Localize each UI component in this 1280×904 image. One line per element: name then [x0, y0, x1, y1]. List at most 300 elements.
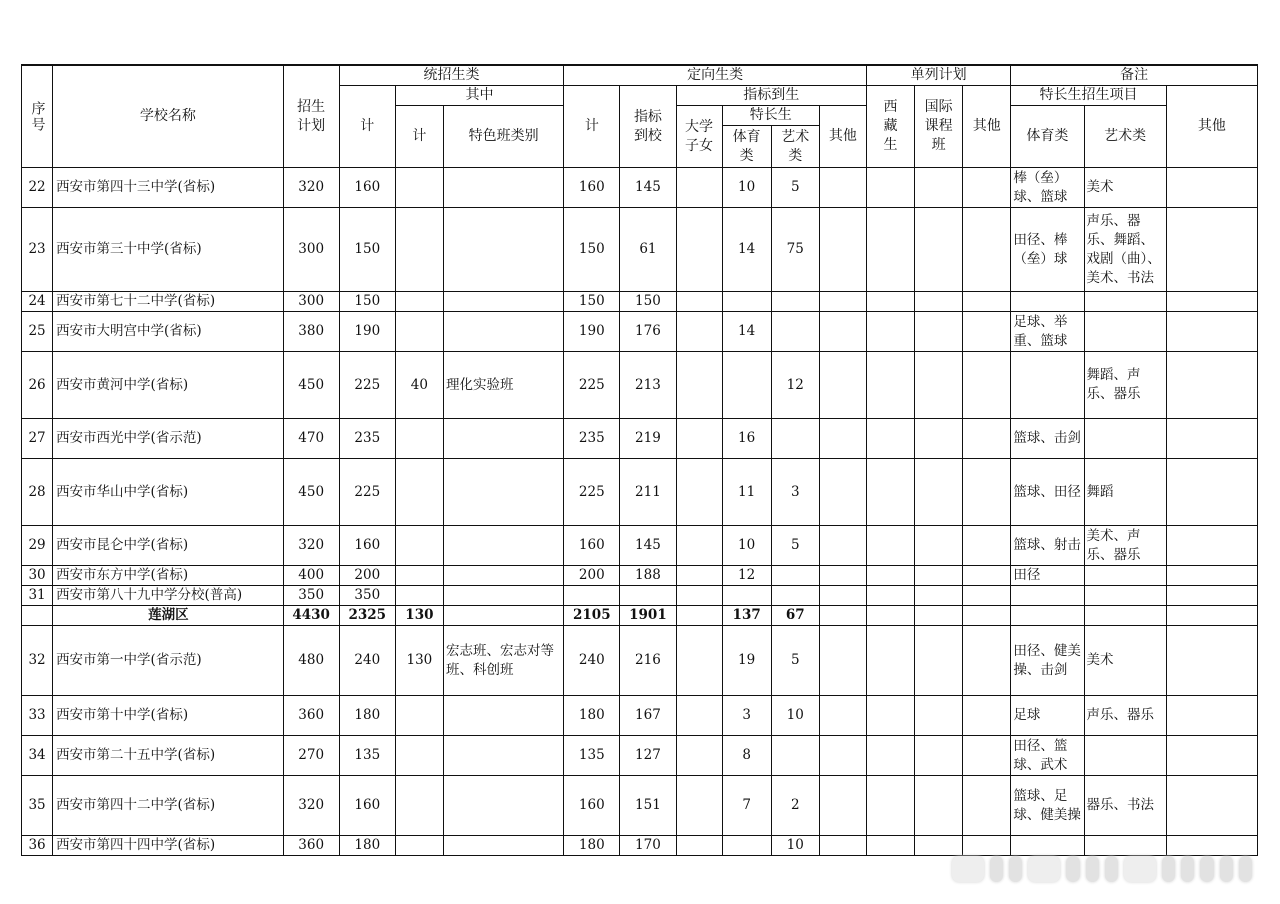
talent-arts: 67 — [771, 606, 819, 626]
row-seq: 22 — [22, 168, 53, 208]
talent-sports: 11 — [722, 459, 771, 526]
special-class-type — [443, 836, 563, 856]
header-plan: 招生计划 — [283, 65, 339, 168]
header-separate: 单列计划 — [866, 65, 1010, 86]
talent-sports: 8 — [722, 736, 771, 776]
directed-total: 2105 — [564, 606, 620, 626]
header-talent-items: 特长生招生项目 — [1011, 86, 1166, 106]
school-name: 西安市第二十五中学(省标) — [53, 736, 284, 776]
university-children — [676, 776, 722, 836]
row-seq: 34 — [22, 736, 53, 776]
table-row — [22, 292, 1258, 312]
intl-course-class — [915, 459, 963, 526]
remark-other — [1166, 776, 1257, 836]
unified-total: 160 — [339, 776, 395, 836]
quota-to-school: 213 — [620, 352, 676, 419]
table-row — [22, 776, 1258, 836]
remark-other — [1166, 168, 1257, 208]
talent-sports: 7 — [722, 776, 771, 836]
directed-other — [819, 526, 866, 566]
table-row — [22, 352, 1258, 419]
remark-arts-items: 器乐、书法 — [1084, 776, 1166, 836]
table-row — [22, 586, 1258, 606]
intl-course-class — [915, 586, 963, 606]
remark-arts-items: 美术 — [1084, 626, 1166, 696]
special-class-type — [443, 168, 563, 208]
row-seq: 24 — [22, 292, 53, 312]
talent-sports: 3 — [722, 696, 771, 736]
unified-sub-total — [395, 586, 443, 606]
remark-sports-items: 棒（垒）球、篮球 — [1011, 168, 1084, 208]
school-name: 西安市第一中学(省示范) — [53, 626, 284, 696]
separate-other — [963, 776, 1011, 836]
university-children — [676, 352, 722, 419]
remark-arts-items: 声乐、器乐、舞蹈、戏剧（曲）、美术、书法 — [1084, 208, 1166, 292]
unified-total: 200 — [339, 566, 395, 586]
unified-sub-total: 130 — [395, 606, 443, 626]
unified-sub-total — [395, 566, 443, 586]
table-row — [22, 419, 1258, 459]
school-name: 西安市第十中学(省标) — [53, 696, 284, 736]
intl-course-class — [915, 836, 963, 856]
watermark-bars — [952, 854, 1252, 884]
talent-sports: 14 — [722, 208, 771, 292]
directed-other — [819, 836, 866, 856]
unified-sub-total — [395, 526, 443, 566]
remark-arts-items: 美术、声乐、器乐 — [1084, 526, 1166, 566]
intl-course-class — [915, 696, 963, 736]
unified-total: 180 — [339, 836, 395, 856]
talent-arts: 2 — [771, 776, 819, 836]
special-class-type — [443, 606, 563, 626]
table-row — [22, 208, 1258, 292]
intl-course-class — [915, 292, 963, 312]
remark-sports-items: 篮球、田径 — [1011, 459, 1084, 526]
school-name: 西安市大明宫中学(省标) — [53, 312, 284, 352]
plan-count: 350 — [283, 586, 339, 606]
plan-count: 380 — [283, 312, 339, 352]
table-row — [22, 566, 1258, 586]
school-name: 西安市第三十中学(省标) — [53, 208, 284, 292]
separate-other — [963, 352, 1011, 419]
separate-other — [963, 736, 1011, 776]
plan-count: 480 — [283, 626, 339, 696]
university-children — [676, 168, 722, 208]
separate-other — [963, 419, 1011, 459]
unified-sub-total: 130 — [395, 626, 443, 696]
row-seq: 30 — [22, 566, 53, 586]
tibet-students — [866, 626, 914, 696]
directed-total: 235 — [564, 419, 620, 459]
quota-to-school: 211 — [620, 459, 676, 526]
tibet-students — [866, 696, 914, 736]
school-name: 西安市第四十二中学(省标) — [53, 776, 284, 836]
school-name: 西安市东方中学(省标) — [53, 566, 284, 586]
special-class-type — [443, 696, 563, 736]
talent-arts — [771, 292, 819, 312]
quota-to-school: 167 — [620, 696, 676, 736]
table-row — [22, 168, 1258, 208]
plan-count: 470 — [283, 419, 339, 459]
remark-arts-items: 声乐、器乐 — [1084, 696, 1166, 736]
plan-count: 4430 — [283, 606, 339, 626]
table-row — [22, 696, 1258, 736]
remark-arts-items: 舞蹈、声乐、器乐 — [1084, 352, 1166, 419]
table-row — [22, 736, 1258, 776]
talent-arts — [771, 312, 819, 352]
header-rem-sports: 体育类 — [1011, 106, 1084, 168]
unified-total: 225 — [339, 459, 395, 526]
tibet-students — [866, 459, 914, 526]
talent-arts: 3 — [771, 459, 819, 526]
unified-total: 225 — [339, 352, 395, 419]
talent-sports: 14 — [722, 312, 771, 352]
directed-other — [819, 566, 866, 586]
talent-arts: 5 — [771, 526, 819, 566]
quota-to-school: 170 — [620, 836, 676, 856]
remark-sports-items: 篮球、足球、健美操 — [1011, 776, 1084, 836]
unified-total: 150 — [339, 208, 395, 292]
directed-total: 160 — [564, 776, 620, 836]
talent-sports — [722, 292, 771, 312]
plan-count: 400 — [283, 566, 339, 586]
header-indicator: 指标到生 — [676, 86, 866, 106]
talent-sports: 137 — [722, 606, 771, 626]
quota-to-school — [620, 586, 676, 606]
header-directed-total: 计 — [564, 86, 620, 168]
intl-course-class — [915, 208, 963, 292]
header-arts: 艺术类 — [771, 126, 819, 168]
row-seq: 33 — [22, 696, 53, 736]
header-sports: 体育类 — [722, 126, 771, 168]
tibet-students — [866, 419, 914, 459]
header-talent: 特长生 — [722, 106, 819, 126]
header-rem-arts: 艺术类 — [1084, 106, 1166, 168]
intl-course-class — [915, 352, 963, 419]
talent-sports — [722, 352, 771, 419]
school-name: 西安市第七十二中学(省标) — [53, 292, 284, 312]
school-name: 西安市华山中学(省标) — [53, 459, 284, 526]
unified-sub-total — [395, 736, 443, 776]
remark-arts-items: 美术 — [1084, 168, 1166, 208]
plan-count: 300 — [283, 208, 339, 292]
directed-other — [819, 459, 866, 526]
unified-total: 150 — [339, 292, 395, 312]
plan-count: 270 — [283, 736, 339, 776]
unified-total: 135 — [339, 736, 395, 776]
university-children — [676, 312, 722, 352]
remark-sports-items — [1011, 606, 1084, 626]
directed-total: 180 — [564, 836, 620, 856]
school-name: 莲湖区 — [53, 606, 284, 626]
unified-total: 350 — [339, 586, 395, 606]
university-children — [676, 419, 722, 459]
intl-course-class — [915, 566, 963, 586]
remark-sports-items: 田径 — [1011, 566, 1084, 586]
header-school: 学校名称 — [53, 65, 284, 168]
school-name: 西安市黄河中学(省标) — [53, 352, 284, 419]
talent-arts: 5 — [771, 626, 819, 696]
plan-count: 450 — [283, 459, 339, 526]
remark-sports-items: 篮球、射击 — [1011, 526, 1084, 566]
remark-other — [1166, 292, 1257, 312]
directed-total: 150 — [564, 208, 620, 292]
header-unified: 统招生类 — [339, 65, 564, 86]
unified-total: 160 — [339, 526, 395, 566]
remark-sports-items: 足球、举重、篮球 — [1011, 312, 1084, 352]
school-name: 西安市第四十四中学(省标) — [53, 836, 284, 856]
directed-other — [819, 352, 866, 419]
unified-total: 240 — [339, 626, 395, 696]
unified-total: 190 — [339, 312, 395, 352]
remark-other — [1166, 419, 1257, 459]
unified-total: 180 — [339, 696, 395, 736]
remark-sports-items: 田径、棒（垒）球 — [1011, 208, 1084, 292]
directed-other — [819, 736, 866, 776]
header-quota: 指标到校 — [620, 86, 676, 168]
table-header — [22, 65, 1258, 168]
school-name: 西安市昆仑中学(省标) — [53, 526, 284, 566]
district-subtotal-row — [22, 606, 1258, 626]
remark-other — [1166, 626, 1257, 696]
intl-course-class — [915, 168, 963, 208]
quota-to-school: 188 — [620, 566, 676, 586]
remark-arts-items — [1084, 292, 1166, 312]
header-special-class: 特色班类别 — [443, 106, 563, 168]
plan-count: 360 — [283, 696, 339, 736]
tibet-students — [866, 312, 914, 352]
separate-other — [963, 292, 1011, 312]
directed-total — [564, 586, 620, 606]
special-class-type — [443, 526, 563, 566]
remark-arts-items — [1084, 566, 1166, 586]
tibet-students — [866, 292, 914, 312]
header-dir-other: 其他 — [819, 106, 866, 168]
remark-arts-items: 舞蹈 — [1084, 459, 1166, 526]
talent-arts: 5 — [771, 168, 819, 208]
talent-arts: 10 — [771, 836, 819, 856]
school-name: 西安市第八十九中学分校(普高) — [53, 586, 284, 606]
separate-other — [963, 586, 1011, 606]
directed-total: 200 — [564, 566, 620, 586]
intl-course-class — [915, 776, 963, 836]
separate-other — [963, 208, 1011, 292]
directed-other — [819, 696, 866, 736]
remark-other — [1166, 312, 1257, 352]
talent-arts — [771, 419, 819, 459]
table-row — [22, 526, 1258, 566]
intl-course-class — [915, 526, 963, 566]
table-row — [22, 459, 1258, 526]
quota-to-school: 219 — [620, 419, 676, 459]
separate-other — [963, 626, 1011, 696]
directed-total: 135 — [564, 736, 620, 776]
separate-other — [963, 526, 1011, 566]
special-class-type — [443, 736, 563, 776]
remark-arts-items — [1084, 419, 1166, 459]
quota-to-school: 127 — [620, 736, 676, 776]
header-remarks: 备注 — [1011, 65, 1258, 86]
university-children — [676, 459, 722, 526]
special-class-type: 理化实验班 — [443, 352, 563, 419]
unified-sub-total — [395, 459, 443, 526]
university-children — [676, 626, 722, 696]
remark-other — [1166, 208, 1257, 292]
university-children — [676, 292, 722, 312]
special-class-type — [443, 208, 563, 292]
quota-to-school: 145 — [620, 526, 676, 566]
quota-to-school: 1901 — [620, 606, 676, 626]
tibet-students — [866, 566, 914, 586]
remark-other — [1166, 352, 1257, 419]
special-class-type: 宏志班、宏志对等班、科创班 — [443, 626, 563, 696]
separate-other — [963, 836, 1011, 856]
enrollment-plan-sheet — [21, 64, 1258, 856]
unified-total: 235 — [339, 419, 395, 459]
row-seq: 31 — [22, 586, 53, 606]
header-among: 其中 — [395, 86, 563, 106]
directed-other — [819, 168, 866, 208]
separate-other — [963, 606, 1011, 626]
plan-count: 300 — [283, 292, 339, 312]
quota-to-school: 151 — [620, 776, 676, 836]
tibet-students — [866, 736, 914, 776]
directed-total: 225 — [564, 459, 620, 526]
school-name: 西安市第四十三中学(省标) — [53, 168, 284, 208]
plan-count: 320 — [283, 526, 339, 566]
remark-sports-items: 田径、篮球、武术 — [1011, 736, 1084, 776]
unified-total: 160 — [339, 168, 395, 208]
directed-other — [819, 776, 866, 836]
university-children — [676, 586, 722, 606]
talent-arts — [771, 736, 819, 776]
directed-other — [819, 208, 866, 292]
plan-count: 450 — [283, 352, 339, 419]
remark-sports-items — [1011, 836, 1084, 856]
header-sub-total: 计 — [395, 106, 443, 168]
talent-sports — [722, 836, 771, 856]
separate-other — [963, 459, 1011, 526]
directed-other — [819, 312, 866, 352]
tibet-students — [866, 526, 914, 566]
remark-other — [1166, 606, 1257, 626]
unified-sub-total — [395, 168, 443, 208]
directed-total: 240 — [564, 626, 620, 696]
talent-arts — [771, 566, 819, 586]
remark-other — [1166, 526, 1257, 566]
tibet-students — [866, 168, 914, 208]
unified-total: 2325 — [339, 606, 395, 626]
remark-sports-items: 田径、健美操、击剑 — [1011, 626, 1084, 696]
intl-course-class — [915, 626, 963, 696]
row-seq: 25 — [22, 312, 53, 352]
unified-sub-total — [395, 836, 443, 856]
university-children — [676, 736, 722, 776]
remark-arts-items — [1084, 836, 1166, 856]
row-seq: 36 — [22, 836, 53, 856]
remark-arts-items — [1084, 312, 1166, 352]
talent-sports: 10 — [722, 168, 771, 208]
directed-total: 190 — [564, 312, 620, 352]
talent-arts: 10 — [771, 696, 819, 736]
row-seq: 32 — [22, 626, 53, 696]
row-seq: 28 — [22, 459, 53, 526]
directed-total: 225 — [564, 352, 620, 419]
plan-count: 320 — [283, 168, 339, 208]
remark-other — [1166, 566, 1257, 586]
special-class-type — [443, 312, 563, 352]
talent-sports: 16 — [722, 419, 771, 459]
remark-other — [1166, 736, 1257, 776]
talent-arts — [771, 586, 819, 606]
intl-course-class — [915, 606, 963, 626]
remark-arts-items — [1084, 586, 1166, 606]
plan-count: 320 — [283, 776, 339, 836]
remark-sports-items — [1011, 352, 1084, 419]
separate-other — [963, 566, 1011, 586]
remark-sports-items — [1011, 586, 1084, 606]
separate-other — [963, 168, 1011, 208]
header-intl: 国际课程班 — [915, 86, 963, 168]
table-row — [22, 836, 1258, 856]
directed-other — [819, 292, 866, 312]
university-children — [676, 606, 722, 626]
talent-arts: 12 — [771, 352, 819, 419]
quota-to-school: 150 — [620, 292, 676, 312]
remark-other — [1166, 836, 1257, 856]
quota-to-school: 216 — [620, 626, 676, 696]
enrollment-table — [21, 64, 1258, 856]
school-name: 西安市西光中学(省示范) — [53, 419, 284, 459]
special-class-type — [443, 459, 563, 526]
plan-count: 360 — [283, 836, 339, 856]
university-children — [676, 566, 722, 586]
quota-to-school: 176 — [620, 312, 676, 352]
separate-other — [963, 696, 1011, 736]
talent-sports: 10 — [722, 526, 771, 566]
unified-sub-total: 40 — [395, 352, 443, 419]
unified-sub-total — [395, 696, 443, 736]
tibet-students — [866, 836, 914, 856]
row-seq: 27 — [22, 419, 53, 459]
tibet-students — [866, 208, 914, 292]
header-seq: 序号 — [22, 65, 53, 168]
directed-total: 160 — [564, 168, 620, 208]
special-class-type — [443, 419, 563, 459]
directed-other — [819, 419, 866, 459]
remark-sports-items — [1011, 292, 1084, 312]
directed-other — [819, 626, 866, 696]
remark-other — [1166, 696, 1257, 736]
intl-course-class — [915, 736, 963, 776]
special-class-type — [443, 566, 563, 586]
directed-total: 160 — [564, 526, 620, 566]
row-seq: 29 — [22, 526, 53, 566]
special-class-type — [443, 776, 563, 836]
tibet-students — [866, 586, 914, 606]
talent-sports: 12 — [722, 566, 771, 586]
remark-other — [1166, 459, 1257, 526]
header-rem-other: 其他 — [1166, 86, 1257, 168]
header-unified-total: 计 — [339, 86, 395, 168]
header-tibet: 西藏生 — [866, 86, 914, 168]
intl-course-class — [915, 419, 963, 459]
talent-arts: 75 — [771, 208, 819, 292]
tibet-students — [866, 776, 914, 836]
university-children — [676, 526, 722, 566]
header-sep-other: 其他 — [963, 86, 1011, 168]
quota-to-school: 145 — [620, 168, 676, 208]
